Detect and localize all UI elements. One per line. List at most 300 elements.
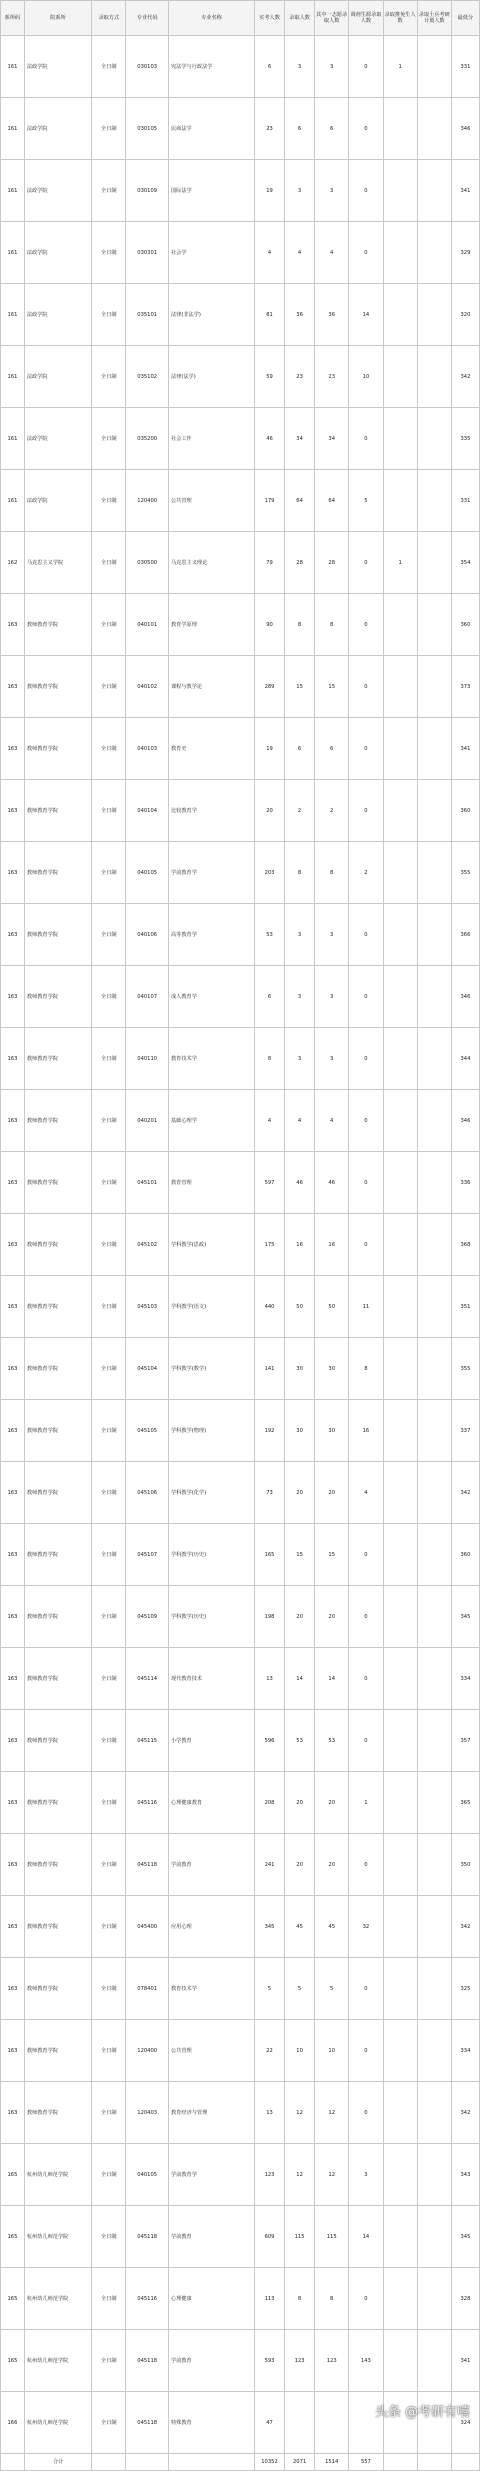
table-row — [1, 904, 480, 966]
major-code-cell: 040201 — [126, 1090, 169, 1152]
table-row — [1, 1834, 480, 1896]
table-row — [1, 2268, 480, 2330]
examinees-cell: 203 — [254, 842, 284, 904]
dept-code-cell: 163 — [1, 1276, 25, 1338]
soldier-plan-cell — [417, 532, 451, 594]
adjusted-cell: 0 — [349, 966, 383, 1028]
min-score-cell: 345 — [451, 1586, 479, 1648]
study-mode-cell: 全日制 — [92, 966, 126, 1028]
dept-name-cell: 教师教育学院 — [24, 904, 91, 966]
study-mode-cell: 全日制 — [92, 1338, 126, 1400]
admitted-cell: 14 — [285, 1648, 315, 1710]
min-score-cell: 360 — [451, 780, 479, 842]
adjusted-cell: 0 — [349, 1710, 383, 1772]
major-name-cell: 教育技术学 — [168, 1958, 254, 2020]
major-code-cell: 120403 — [126, 2082, 169, 2144]
admitted-cell — [285, 2392, 315, 2454]
dept-name-cell: 教师教育学院 — [24, 1648, 91, 1710]
first-choice-cell: 3 — [315, 1028, 349, 1090]
min-score-cell: 334 — [451, 2020, 479, 2082]
major-code-cell: 040110 — [126, 1028, 169, 1090]
first-choice-cell: 6 — [315, 718, 349, 780]
dept-name-cell: 教师教育学院 — [24, 1276, 91, 1338]
dept-code-cell: 163 — [1, 1152, 25, 1214]
admitted-cell: 8 — [285, 594, 315, 656]
min-score-cell: 373 — [451, 656, 479, 718]
major-name-cell: 公共管理 — [168, 2020, 254, 2082]
major-code-cell: 045118 — [126, 2392, 169, 2454]
examinees-cell: 13 — [254, 1648, 284, 1710]
first-choice-cell: 45 — [315, 1896, 349, 1958]
dept-code-cell: 165 — [1, 2206, 25, 2268]
study-mode-cell: 全日制 — [92, 408, 126, 470]
adjusted-cell: 0 — [349, 904, 383, 966]
adjusted-cell: 14 — [349, 284, 383, 346]
soldier-plan-cell — [417, 594, 451, 656]
table-row — [1, 1276, 480, 1338]
major-code-cell: 035102 — [126, 346, 169, 408]
examinees-cell: 208 — [254, 1772, 284, 1834]
exempt-cell — [383, 2268, 417, 2330]
examinees-cell: 19 — [254, 160, 284, 222]
col-header: 录取推免生人数 — [383, 1, 417, 36]
exempt-cell — [383, 594, 417, 656]
table-row — [1, 98, 480, 160]
dept-code-cell: 163 — [1, 842, 25, 904]
dept-code-cell: 161 — [1, 36, 25, 98]
admitted-cell: 28 — [285, 532, 315, 594]
admitted-cell: 15 — [285, 1524, 315, 1586]
admitted-cell: 36 — [285, 284, 315, 346]
first-choice-cell: 20 — [315, 1462, 349, 1524]
major-name-cell: 学科教学(数学) — [168, 1338, 254, 1400]
admitted-cell: 6 — [285, 98, 315, 160]
major-name-cell: 心理健康教育 — [168, 1772, 254, 1834]
major-code-cell: 045116 — [126, 2268, 169, 2330]
min-score-cell: 341 — [451, 2330, 479, 2392]
soldier-plan-cell — [417, 1896, 451, 1958]
first-choice-cell: 15 — [315, 656, 349, 718]
min-score-cell: 342 — [451, 346, 479, 408]
table-row — [1, 160, 480, 222]
major-code-cell: 030500 — [126, 532, 169, 594]
examinees-cell: 23 — [254, 98, 284, 160]
adjusted-cell: 0 — [349, 594, 383, 656]
dept-code-cell: 165 — [1, 2144, 25, 2206]
table-row — [1, 1152, 480, 1214]
major-code-cell: 040106 — [126, 904, 169, 966]
table-row — [1, 1338, 480, 1400]
major-code-cell: 040101 — [126, 594, 169, 656]
min-score-cell: 328 — [451, 2268, 479, 2330]
dept-code-cell: 163 — [1, 718, 25, 780]
soldier-plan-cell — [417, 408, 451, 470]
study-mode-cell: 全日制 — [92, 346, 126, 408]
major-name-cell: 教育史 — [168, 718, 254, 780]
study-mode-cell: 全日制 — [92, 842, 126, 904]
min-score-cell: 324 — [451, 2392, 479, 2454]
examinees-cell: 198 — [254, 1586, 284, 1648]
table-row — [1, 1586, 480, 1648]
dept-name-cell: 法政学院 — [24, 346, 91, 408]
dept-name-cell: 教师教育学院 — [24, 718, 91, 780]
major-name-cell: 法律(法学) — [168, 346, 254, 408]
first-choice-cell: 30 — [315, 1400, 349, 1462]
major-name-cell: 学前教育 — [168, 2330, 254, 2392]
soldier-plan-cell — [417, 2330, 451, 2392]
major-name-cell: 比较教育学 — [168, 780, 254, 842]
header-row — [1, 1, 480, 36]
study-mode-cell: 全日制 — [92, 1214, 126, 1276]
soldier-plan-cell — [417, 470, 451, 532]
admitted-cell: 6 — [285, 718, 315, 780]
major-name-cell: 学前教育学 — [168, 842, 254, 904]
examinees-cell: 440 — [254, 1276, 284, 1338]
exempt-cell — [383, 160, 417, 222]
min-score-cell: 346 — [451, 966, 479, 1028]
min-score-cell: 366 — [451, 904, 479, 966]
min-score-cell: 346 — [451, 1090, 479, 1152]
soldier-plan-cell — [417, 346, 451, 408]
examinees-cell: 345 — [254, 1896, 284, 1958]
table-row — [1, 1028, 480, 1090]
major-code-cell: 045114 — [126, 1648, 169, 1710]
admitted-cell: 50 — [285, 1276, 315, 1338]
dept-code-cell: 166 — [1, 2392, 25, 2454]
adjusted-cell: 0 — [349, 160, 383, 222]
study-mode-cell: 全日制 — [92, 780, 126, 842]
examinees-cell: 241 — [254, 1834, 284, 1896]
adjusted-cell: 4 — [349, 1462, 383, 1524]
col-header: 系所码 — [1, 1, 25, 36]
examinees-cell: 20 — [254, 780, 284, 842]
admitted-cell: 45 — [285, 1896, 315, 1958]
first-choice-cell: 123 — [315, 2330, 349, 2392]
table-row — [1, 408, 480, 470]
col-header: 最低分 — [451, 1, 479, 36]
adjusted-cell: 0 — [349, 36, 383, 98]
study-mode-cell: 全日制 — [92, 532, 126, 594]
dept-code-cell: 161 — [1, 408, 25, 470]
table-row — [1, 2082, 480, 2144]
min-score-cell: 320 — [451, 284, 479, 346]
table-row — [1, 36, 480, 98]
exempt-cell: 1 — [383, 532, 417, 594]
dept-name-cell: 教师教育学院 — [24, 1896, 91, 1958]
admitted-cell: 115 — [285, 2206, 315, 2268]
table-row — [1, 1772, 480, 1834]
study-mode-cell: 全日制 — [92, 1710, 126, 1772]
major-name-cell: 学科教学(历史) — [168, 1524, 254, 1586]
total-cell — [168, 2454, 254, 2471]
first-choice-cell: 53 — [315, 1710, 349, 1772]
table-row — [1, 1462, 480, 1524]
first-choice-cell: 6 — [315, 98, 349, 160]
first-choice-cell: 15 — [315, 1524, 349, 1586]
dept-name-cell: 教师教育学院 — [24, 1090, 91, 1152]
first-choice-cell: 20 — [315, 1772, 349, 1834]
soldier-plan-cell — [417, 718, 451, 780]
soldier-plan-cell — [417, 2144, 451, 2206]
table-row — [1, 1090, 480, 1152]
total-cell — [126, 2454, 169, 2471]
dept-code-cell: 163 — [1, 1896, 25, 1958]
soldier-plan-cell — [417, 842, 451, 904]
min-score-cell: 368 — [451, 1214, 479, 1276]
col-header: 实考人数 — [254, 1, 284, 36]
study-mode-cell: 全日制 — [92, 2144, 126, 2206]
first-choice-cell: 115 — [315, 2206, 349, 2268]
admitted-cell: 30 — [285, 1400, 315, 1462]
dept-name-cell: 杭州幼儿师范学院 — [24, 2144, 91, 2206]
min-score-cell: 350 — [451, 1834, 479, 1896]
examinees-cell: 4 — [254, 1090, 284, 1152]
table-row — [1, 842, 480, 904]
adjusted-cell: 3 — [349, 2144, 383, 2206]
adjusted-cell: 5 — [349, 470, 383, 532]
total-first-choice: 1514 — [315, 2454, 349, 2471]
col-header: 专业名称 — [168, 1, 254, 36]
soldier-plan-cell — [417, 1648, 451, 1710]
table-row — [1, 1400, 480, 1462]
study-mode-cell: 全日制 — [92, 904, 126, 966]
major-code-cell: 040105 — [126, 2144, 169, 2206]
first-choice-cell: 12 — [315, 2082, 349, 2144]
soldier-plan-cell — [417, 2082, 451, 2144]
major-name-cell: 学科教学(物理) — [168, 1400, 254, 1462]
col-header: 其中一志愿录取人数 — [315, 1, 349, 36]
admitted-cell: 12 — [285, 2082, 315, 2144]
dept-code-cell: 161 — [1, 346, 25, 408]
first-choice-cell: 46 — [315, 1152, 349, 1214]
dept-name-cell: 教师教育学院 — [24, 1524, 91, 1586]
dept-name-cell: 马克思主义学院 — [24, 532, 91, 594]
dept-code-cell: 165 — [1, 2330, 25, 2392]
table-row — [1, 222, 480, 284]
adjusted-cell: 16 — [349, 1400, 383, 1462]
study-mode-cell: 全日制 — [92, 656, 126, 718]
study-mode-cell: 全日制 — [92, 594, 126, 656]
soldier-plan-cell — [417, 36, 451, 98]
admitted-cell: 8 — [285, 2268, 315, 2330]
major-code-cell: 045118 — [126, 2330, 169, 2392]
study-mode-cell: 全日制 — [92, 2020, 126, 2082]
dept-code-cell: 163 — [1, 1772, 25, 1834]
min-score-cell: 354 — [451, 532, 479, 594]
admitted-cell: 20 — [285, 1834, 315, 1896]
adjusted-cell: 0 — [349, 2268, 383, 2330]
admitted-cell: 2 — [285, 780, 315, 842]
first-choice-cell: 23 — [315, 346, 349, 408]
study-mode-cell: 全日制 — [92, 222, 126, 284]
first-choice-cell: 5 — [315, 1958, 349, 2020]
dept-code-cell: 161 — [1, 160, 25, 222]
adjusted-cell: 0 — [349, 1958, 383, 2020]
dept-code-cell: 163 — [1, 1648, 25, 1710]
major-code-cell: 045105 — [126, 1400, 169, 1462]
admitted-cell: 3 — [285, 36, 315, 98]
dept-code-cell: 163 — [1, 1710, 25, 1772]
soldier-plan-cell — [417, 1710, 451, 1772]
exempt-cell — [383, 2330, 417, 2392]
min-score-cell: 351 — [451, 1276, 479, 1338]
admitted-cell: 53 — [285, 1710, 315, 1772]
min-score-cell: 329 — [451, 222, 479, 284]
soldier-plan-cell — [417, 98, 451, 160]
examinees-cell: 79 — [254, 532, 284, 594]
dept-name-cell: 教师教育学院 — [24, 656, 91, 718]
study-mode-cell: 全日制 — [92, 1276, 126, 1338]
admitted-cell: 8 — [285, 842, 315, 904]
total-examinees: 10352 — [254, 2454, 284, 2471]
major-code-cell: 030105 — [126, 98, 169, 160]
col-header: 录取方式 — [92, 1, 126, 36]
min-score-cell: 331 — [451, 470, 479, 532]
examinees-cell: 141 — [254, 1338, 284, 1400]
admitted-cell: 20 — [285, 1772, 315, 1834]
exempt-cell — [383, 470, 417, 532]
exempt-cell — [383, 408, 417, 470]
major-name-cell: 学前教育 — [168, 1834, 254, 1896]
dept-code-cell: 163 — [1, 1028, 25, 1090]
admitted-cell: 10 — [285, 2020, 315, 2082]
major-name-cell: 学科教学(化学) — [168, 1462, 254, 1524]
exempt-cell — [383, 904, 417, 966]
table-row — [1, 284, 480, 346]
admitted-cell: 5 — [285, 1958, 315, 2020]
col-header: 调剂生源录取人数 — [349, 1, 383, 36]
examinees-cell: 113 — [254, 2268, 284, 2330]
major-name-cell: 学科教学(思政) — [168, 1214, 254, 1276]
study-mode-cell: 全日制 — [92, 1524, 126, 1586]
examinees-cell: 53 — [254, 904, 284, 966]
major-name-cell: 教育经济与管理 — [168, 2082, 254, 2144]
examinees-cell: 22 — [254, 2020, 284, 2082]
soldier-plan-cell — [417, 1090, 451, 1152]
dept-code-cell: 163 — [1, 1462, 25, 1524]
major-code-cell: 035200 — [126, 408, 169, 470]
adjusted-cell: 0 — [349, 1028, 383, 1090]
major-code-cell: 040103 — [126, 718, 169, 780]
study-mode-cell: 全日制 — [92, 2082, 126, 2144]
dept-name-cell: 教师教育学院 — [24, 1834, 91, 1896]
dept-name-cell: 教师教育学院 — [24, 780, 91, 842]
admitted-cell: 46 — [285, 1152, 315, 1214]
adjusted-cell: 0 — [349, 780, 383, 842]
study-mode-cell: 全日制 — [92, 1834, 126, 1896]
adjusted-cell: 0 — [349, 1524, 383, 1586]
study-mode-cell: 全日制 — [92, 1958, 126, 2020]
major-name-cell: 学科教学(语文) — [168, 1276, 254, 1338]
soldier-plan-cell — [417, 1276, 451, 1338]
study-mode-cell: 全日制 — [92, 1896, 126, 1958]
total-admitted: 2071 — [285, 2454, 315, 2471]
min-score-cell: 355 — [451, 1338, 479, 1400]
admitted-cell: 15 — [285, 656, 315, 718]
examinees-cell: 4 — [254, 222, 284, 284]
table-row — [1, 346, 480, 408]
admitted-cell: 4 — [285, 1090, 315, 1152]
exempt-cell — [383, 1710, 417, 1772]
table-row — [1, 2144, 480, 2206]
watermark-text: 头条 @考研有嘻 — [374, 2405, 470, 2420]
soldier-plan-cell — [417, 1462, 451, 1524]
first-choice-cell: 10 — [315, 2020, 349, 2082]
exempt-cell — [383, 966, 417, 1028]
dept-code-cell: 161 — [1, 222, 25, 284]
major-code-cell: 030301 — [126, 222, 169, 284]
soldier-plan-cell — [417, 2020, 451, 2082]
dept-code-cell: 162 — [1, 532, 25, 594]
soldier-plan-cell — [417, 1772, 451, 1834]
min-score-cell: 337 — [451, 1400, 479, 1462]
soldier-plan-cell — [417, 1152, 451, 1214]
exempt-cell — [383, 1524, 417, 1586]
major-code-cell: 045107 — [126, 1524, 169, 1586]
major-name-cell: 教育学原理 — [168, 594, 254, 656]
examinees-cell: 5 — [254, 1958, 284, 2020]
min-score-cell: 334 — [451, 1648, 479, 1710]
col-header: 院系所 — [24, 1, 91, 36]
dept-name-cell: 教师教育学院 — [24, 1152, 91, 1214]
exempt-cell — [383, 1896, 417, 1958]
examinees-cell: 179 — [254, 470, 284, 532]
first-choice-cell: 14 — [315, 1648, 349, 1710]
first-choice-cell: 64 — [315, 470, 349, 532]
study-mode-cell: 全日制 — [92, 2206, 126, 2268]
major-code-cell: 045102 — [126, 1214, 169, 1276]
admitted-cell: 23 — [285, 346, 315, 408]
soldier-plan-cell — [417, 1524, 451, 1586]
major-code-cell: 040102 — [126, 656, 169, 718]
first-choice-cell: 3 — [315, 904, 349, 966]
admitted-cell: 3 — [285, 904, 315, 966]
major-code-cell: 045116 — [126, 1772, 169, 1834]
major-code-cell: 045118 — [126, 1834, 169, 1896]
major-code-cell: 078401 — [126, 1958, 169, 2020]
admitted-cell: 3 — [285, 1028, 315, 1090]
major-name-cell: 民商法学 — [168, 98, 254, 160]
study-mode-cell: 全日制 — [92, 1462, 126, 1524]
admitted-cell: 30 — [285, 1338, 315, 1400]
major-name-cell: 社会学 — [168, 222, 254, 284]
major-code-cell: 045115 — [126, 1710, 169, 1772]
soldier-plan-cell — [417, 780, 451, 842]
dept-name-cell: 教师教育学院 — [24, 1028, 91, 1090]
dept-name-cell: 法政学院 — [24, 470, 91, 532]
exempt-cell — [383, 1834, 417, 1896]
study-mode-cell: 全日制 — [92, 2268, 126, 2330]
adjusted-cell: 143 — [349, 2330, 383, 2392]
examinees-cell: 47 — [254, 2392, 284, 2454]
adjusted-cell: 0 — [349, 222, 383, 284]
study-mode-cell: 全日制 — [92, 1152, 126, 1214]
table-row — [1, 718, 480, 780]
min-score-cell: 345 — [451, 2206, 479, 2268]
major-name-cell: 应用心理 — [168, 1896, 254, 1958]
examinees-cell: 19 — [254, 718, 284, 780]
study-mode-cell: 全日制 — [92, 718, 126, 780]
first-choice-cell: 36 — [315, 284, 349, 346]
min-score-cell: 365 — [451, 1772, 479, 1834]
admitted-cell: 16 — [285, 1214, 315, 1276]
adjusted-cell: 0 — [349, 1586, 383, 1648]
table-row — [1, 1214, 480, 1276]
exempt-cell — [383, 2082, 417, 2144]
min-score-cell: 344 — [451, 1028, 479, 1090]
dept-name-cell: 法政学院 — [24, 36, 91, 98]
study-mode-cell: 全日制 — [92, 1648, 126, 1710]
